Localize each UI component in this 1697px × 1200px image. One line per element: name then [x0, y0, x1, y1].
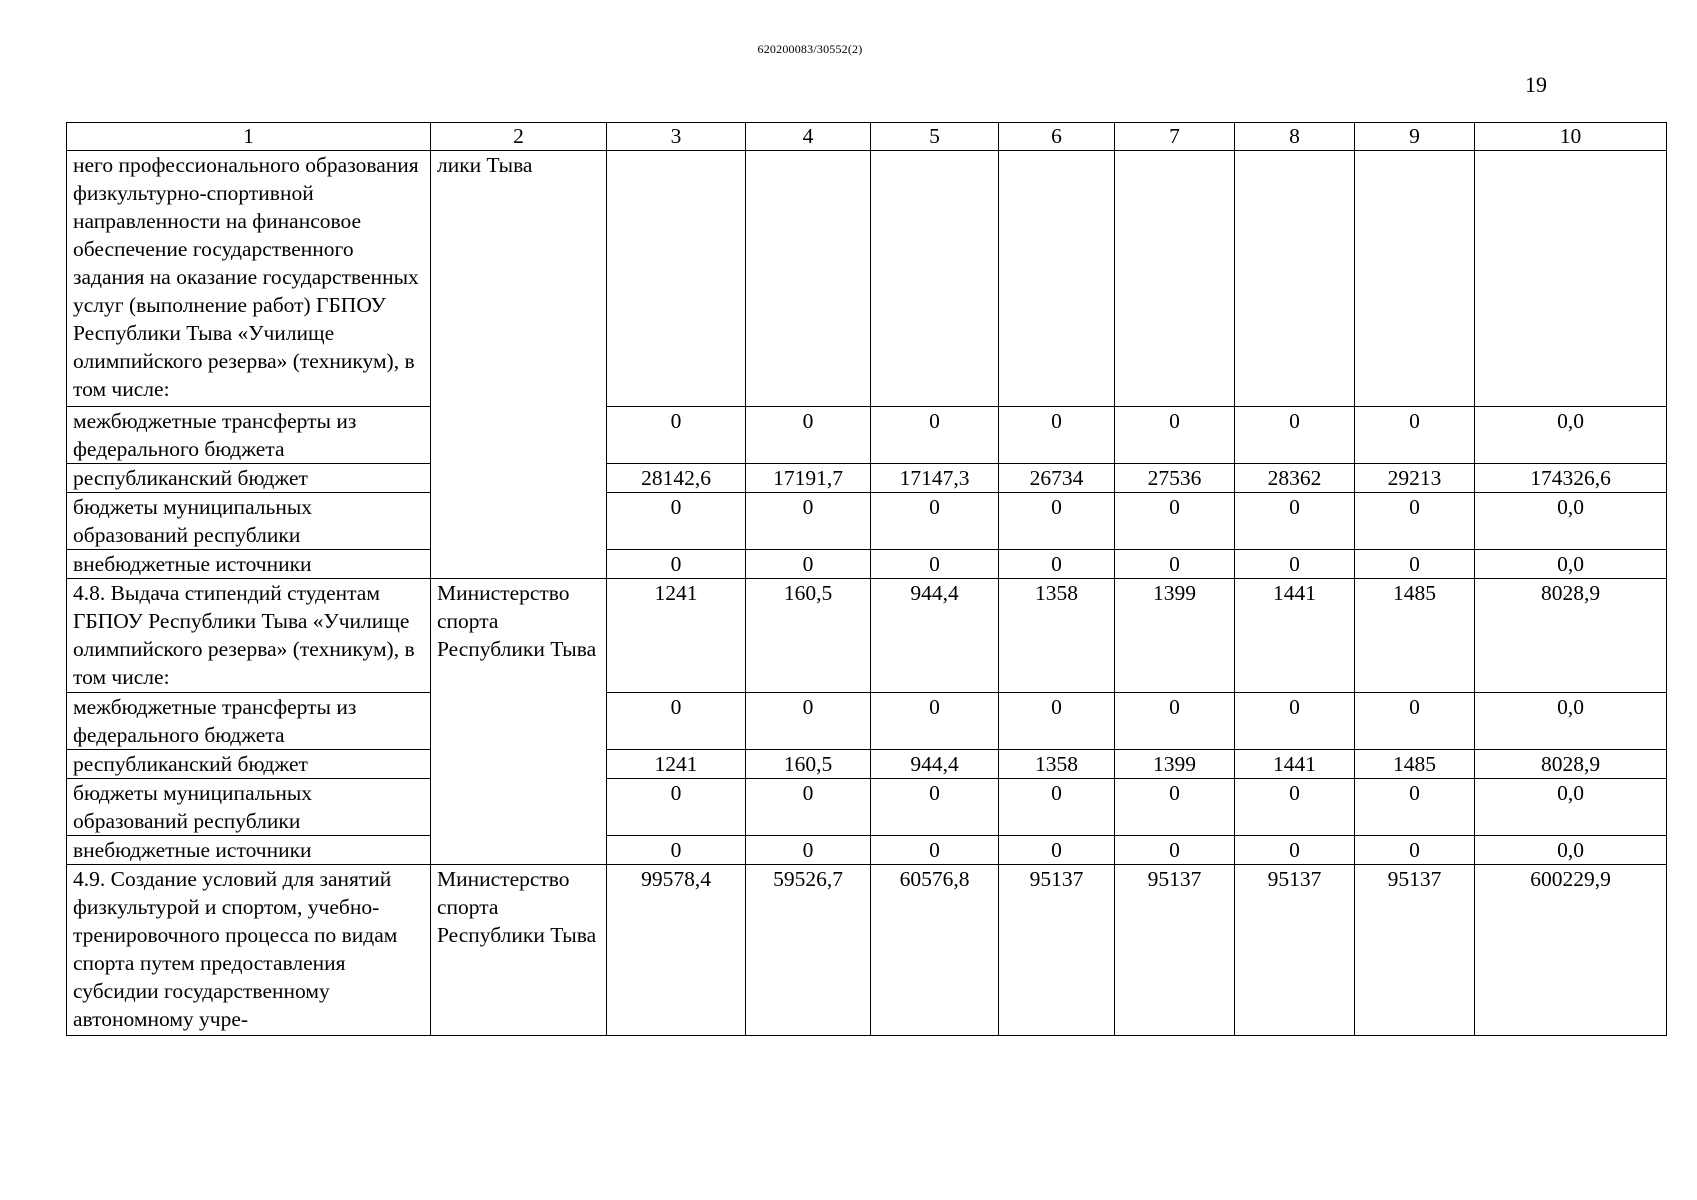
column-number: 5 [871, 123, 999, 151]
value-cell: 8028,9 [1475, 579, 1667, 693]
funding-source-label: республиканский бюджет [67, 464, 431, 493]
value-cell: 60576,8 [871, 865, 999, 1036]
value-cell: 17147,3 [871, 464, 999, 493]
column-number-row [67, 123, 1667, 151]
value-cell: 1399 [1115, 750, 1235, 779]
funding-source-label: внебюджетные источники [67, 550, 431, 579]
value-cell: 1241 [607, 579, 746, 693]
value-cell: 95137 [1115, 865, 1235, 1036]
value-cell: 0 [999, 836, 1115, 865]
value-cell: 174326,6 [1475, 464, 1667, 493]
table-row [67, 693, 1667, 750]
value-cell: 0 [871, 407, 999, 464]
value-cell: 0 [607, 493, 746, 550]
value-cell: 0 [746, 550, 871, 579]
value-cell: 0 [607, 836, 746, 865]
value-cell: 59526,7 [746, 865, 871, 1036]
value-cell: 0 [746, 407, 871, 464]
table-row [67, 836, 1667, 865]
value-cell: 0 [607, 550, 746, 579]
value-cell: 1241 [607, 750, 746, 779]
value-cell: 0 [1355, 779, 1475, 836]
funding-source-label: межбюджетные трансферты из федерального бюджета [67, 407, 431, 464]
value-cell: 0 [746, 693, 871, 750]
value-cell: 0,0 [1475, 550, 1667, 579]
value-cell: 0 [607, 779, 746, 836]
funding-source-label: республиканский бюджет [67, 750, 431, 779]
value-cell: 0 [1235, 407, 1355, 464]
value-cell: 1485 [1355, 750, 1475, 779]
value-cell: 0 [1355, 407, 1475, 464]
value-cell: 17191,7 [746, 464, 871, 493]
value-cell: 27536 [1115, 464, 1235, 493]
value-cell: 1399 [1115, 579, 1235, 693]
value-cell: 600229,9 [1475, 865, 1667, 1036]
table-row [67, 750, 1667, 779]
value-cell: 0 [999, 693, 1115, 750]
table-row [67, 151, 1667, 407]
value-cell: 0 [1235, 779, 1355, 836]
column-number: 9 [1355, 123, 1475, 151]
activity-description: него профессионального образования физкультурно-спортивной направленности на финансовое обеспечение государственного задания на оказание государственных услуг (выполнение работ) ГБПОУ Республики Тыва «Училище олимпийского резерва» (техникум), в том числе: [67, 151, 431, 407]
value-cell: 26734 [999, 464, 1115, 493]
value-cell: 1485 [1355, 579, 1475, 693]
value-cell: 0 [607, 407, 746, 464]
value-cell: 0,0 [1475, 493, 1667, 550]
value-cell: 0 [607, 693, 746, 750]
column-number: 6 [999, 123, 1115, 151]
value-cell: 1358 [999, 750, 1115, 779]
column-number: 2 [431, 123, 607, 151]
value-cell [1475, 151, 1667, 407]
value-cell: 0 [1235, 493, 1355, 550]
value-cell [1355, 151, 1475, 407]
value-cell: 0 [871, 836, 999, 865]
value-cell: 1441 [1235, 750, 1355, 779]
value-cell: 95137 [1355, 865, 1475, 1036]
table-row [67, 464, 1667, 493]
value-cell: 0 [1235, 550, 1355, 579]
value-cell [871, 151, 999, 407]
value-cell: 0 [1115, 779, 1235, 836]
value-cell: 0 [1355, 693, 1475, 750]
value-cell: 0 [746, 836, 871, 865]
value-cell: 0,0 [1475, 693, 1667, 750]
table-row [67, 550, 1667, 579]
value-cell: 0 [746, 493, 871, 550]
table-row [67, 779, 1667, 836]
value-cell: 0 [871, 550, 999, 579]
column-number: 3 [607, 123, 746, 151]
value-cell: 0 [1115, 836, 1235, 865]
value-cell: 0 [999, 493, 1115, 550]
value-cell: 0 [1235, 836, 1355, 865]
value-cell: 0 [746, 779, 871, 836]
value-cell: 95137 [999, 865, 1115, 1036]
funding-source-label: бюджеты муниципальных образований республики [67, 779, 431, 836]
value-cell: 0 [1115, 693, 1235, 750]
value-cell: 0 [871, 693, 999, 750]
value-cell: 0 [999, 407, 1115, 464]
column-number: 10 [1475, 123, 1667, 151]
value-cell: 29213 [1355, 464, 1475, 493]
value-cell: 0 [1235, 693, 1355, 750]
value-cell: 0 [1115, 493, 1235, 550]
column-number: 7 [1115, 123, 1235, 151]
table-row [67, 865, 1667, 1036]
value-cell: 944,4 [871, 750, 999, 779]
value-cell [999, 151, 1115, 407]
value-cell: 0 [1355, 550, 1475, 579]
value-cell: 0,0 [1475, 407, 1667, 464]
value-cell: 0 [871, 779, 999, 836]
value-cell [607, 151, 746, 407]
document-code: 620200083/30552(2) [757, 42, 863, 56]
table-row [67, 493, 1667, 550]
value-cell: 0 [1115, 407, 1235, 464]
value-cell: 8028,9 [1475, 750, 1667, 779]
column-number: 8 [1235, 123, 1355, 151]
value-cell: 95137 [1235, 865, 1355, 1036]
value-cell: 1441 [1235, 579, 1355, 693]
activity-description: 4.9. Создание условий для занятий физкультурой и спортом, учебно-тренировочного процесса по видам спорта путем предоставления субсидии государственному автономному учре- [67, 865, 431, 1036]
table-row [67, 579, 1667, 693]
value-cell: 0,0 [1475, 779, 1667, 836]
responsible-executor: Министерство спорта Республики Тыва [431, 865, 607, 1036]
value-cell: 1358 [999, 579, 1115, 693]
responsible-executor: Министерство спорта Республики Тыва [431, 579, 607, 865]
value-cell: 160,5 [746, 750, 871, 779]
value-cell: 0 [1115, 550, 1235, 579]
funding-source-label: межбюджетные трансферты из федерального бюджета [67, 693, 431, 750]
page-number: 19 [1525, 72, 1547, 97]
value-cell: 0 [999, 779, 1115, 836]
value-cell: 0,0 [1475, 836, 1667, 865]
column-number: 1 [67, 123, 431, 151]
value-cell: 0 [1355, 493, 1475, 550]
value-cell [1235, 151, 1355, 407]
funding-source-label: бюджеты муниципальных образований республики [67, 493, 431, 550]
value-cell: 28142,6 [607, 464, 746, 493]
value-cell: 0 [871, 493, 999, 550]
value-cell: 0 [1355, 836, 1475, 865]
value-cell [746, 151, 871, 407]
responsible-executor: лики Тыва [431, 151, 607, 579]
value-cell: 99578,4 [607, 865, 746, 1036]
value-cell: 28362 [1235, 464, 1355, 493]
value-cell: 944,4 [871, 579, 999, 693]
value-cell: 160,5 [746, 579, 871, 693]
funding-source-label: внебюджетные источники [67, 836, 431, 865]
value-cell [1115, 151, 1235, 407]
budget-table [66, 122, 1667, 1036]
table-row [67, 407, 1667, 464]
column-number: 4 [746, 123, 871, 151]
activity-description: 4.8. Выдача стипендий студентам ГБПОУ Республики Тыва «Училище олимпийского резерва» (техникум), в том числе: [67, 579, 431, 693]
value-cell: 0 [999, 550, 1115, 579]
